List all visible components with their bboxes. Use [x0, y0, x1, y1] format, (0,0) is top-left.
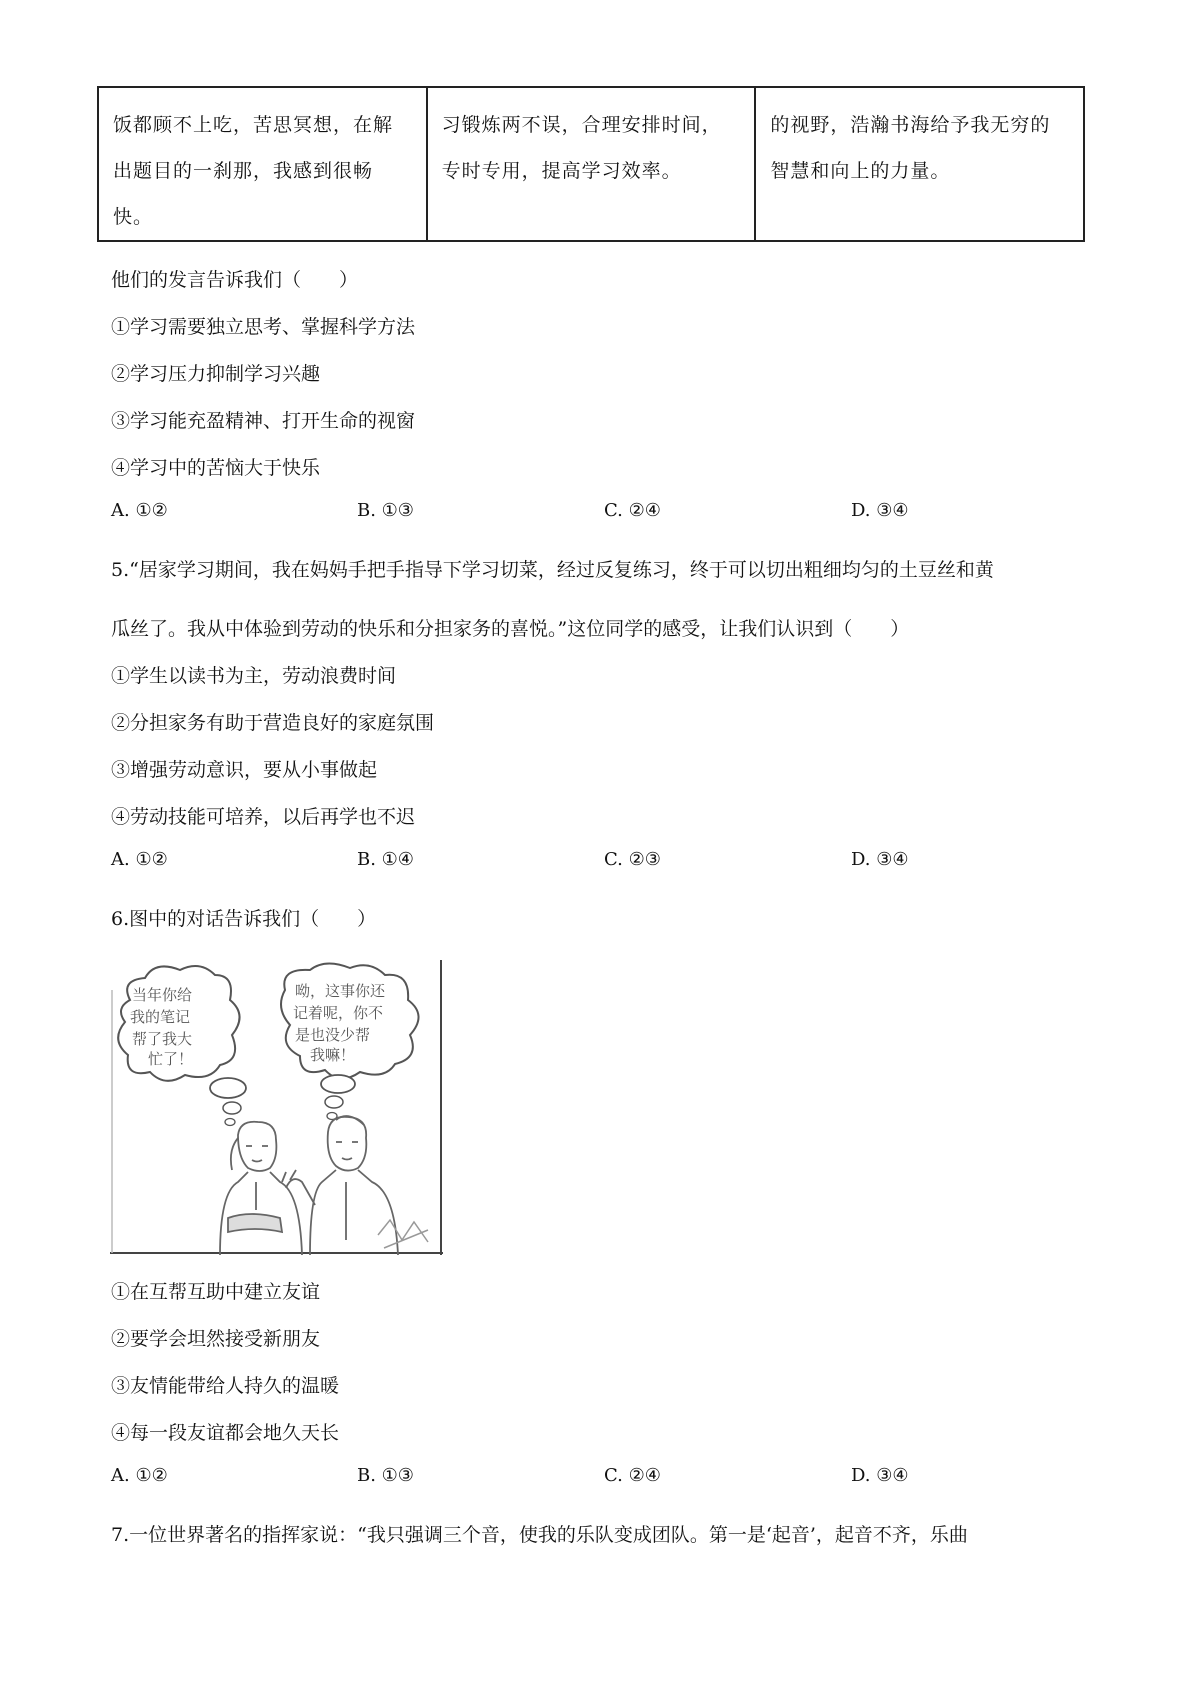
- q6-option-b[interactable]: B. ①③: [357, 1465, 414, 1486]
- q6-option-a[interactable]: A. ①②: [111, 1465, 168, 1486]
- q4-option-d[interactable]: D. ③④: [851, 500, 909, 521]
- q6-option-c[interactable]: C. ②④: [604, 1465, 661, 1486]
- q5-statement-4: ④劳动技能可培养，以后再学也不迟: [111, 806, 416, 828]
- right-bubble-line-2: 记着呢，你不: [293, 1004, 384, 1022]
- right-person-figure: [282, 1116, 398, 1255]
- q5-stem-line-2: 瓜丝了。我从中体验到劳动的快乐和分担家务的喜悦。”这位同学的感受，让我们认识到（ ）: [111, 618, 910, 640]
- q7-stem-line-1: 7.一位世界著名的指挥家说：“我只强调三个音，使我的乐队变成团队。第一是‘起音’，起音不齐，乐曲: [111, 1524, 968, 1546]
- table-cell-1: 饭都顾不上吃，苦思冥想，在解出题目的一刹那，我感到很畅快。: [98, 87, 427, 241]
- continuation-table: [97, 86, 1085, 242]
- left-bubble-line-3: 帮了我大: [132, 1030, 193, 1048]
- left-bubble-line-1: 当年你给: [132, 986, 193, 1004]
- q5-statement-1: ①学生以读书为主，劳动浪费时间: [111, 665, 397, 687]
- corner-watermark-icon: [378, 1220, 428, 1248]
- table-cell-2: 习锻炼两不误，合理安排时间，专时专用，提高学习效率。: [427, 87, 756, 241]
- q5-option-c[interactable]: C. ②③: [604, 849, 661, 870]
- q5-stem-line-1: 5.“居家学习期间，我在妈妈手把手指导下学习切菜，经过反复练习，终于可以切出粗细均匀的土豆丝和黄: [111, 559, 994, 581]
- q6-statement-1: ①在互帮互助中建立友谊: [111, 1281, 321, 1303]
- q4-statement-3: ③学习能充盈精神、打开生命的视窗: [111, 410, 416, 432]
- left-bubble-line-4: 忙了！: [148, 1050, 194, 1068]
- q6-stem: 6.图中的对话告诉我们（ ）: [111, 908, 377, 930]
- q5-option-a[interactable]: A. ①②: [111, 849, 168, 870]
- right-bubble-line-3: 是也没少帮: [295, 1026, 371, 1044]
- right-bubble-line-1: 呦，这事你还: [295, 982, 386, 1000]
- q6-option-d[interactable]: D. ③④: [851, 1465, 909, 1486]
- q5-statement-3: ③增强劳动意识，要从小事做起: [111, 759, 378, 781]
- q6-statement-2: ②要学会坦然接受新朋友: [111, 1328, 321, 1350]
- right-bubble-line-4: 我嘛！: [310, 1046, 356, 1064]
- q5-option-b[interactable]: B. ①④: [357, 849, 414, 870]
- left-bubble-line-2: 我的笔记: [130, 1008, 191, 1026]
- q5-statement-2: ②分担家务有助于营造良好的家庭氛围: [111, 712, 435, 734]
- q5-option-d[interactable]: D. ③④: [851, 849, 909, 870]
- q4-statement-4: ④学习中的苦恼大于快乐: [111, 457, 321, 479]
- q4-statement-1: ①学习需要独立思考、掌握科学方法: [111, 316, 416, 338]
- q4-stem: 他们的发言告诉我们（ ）: [111, 269, 359, 291]
- q4-option-a[interactable]: A. ①②: [111, 500, 168, 521]
- q6-statement-4: ④每一段友谊都会地久天长: [111, 1422, 340, 1444]
- table-cell-3: 的视野，浩瀚书海给予我无穷的智慧和向上的力量。: [755, 87, 1084, 241]
- q4-statement-2: ②学习压力抑制学习兴趣: [111, 363, 321, 385]
- left-person-figure: [220, 1122, 302, 1255]
- q4-option-b[interactable]: B. ①③: [357, 500, 414, 521]
- q4-option-c[interactable]: C. ②④: [604, 500, 661, 521]
- friendship-cartoon: [110, 960, 443, 1255]
- q6-statement-3: ③友情能带给人持久的温暖: [111, 1375, 340, 1397]
